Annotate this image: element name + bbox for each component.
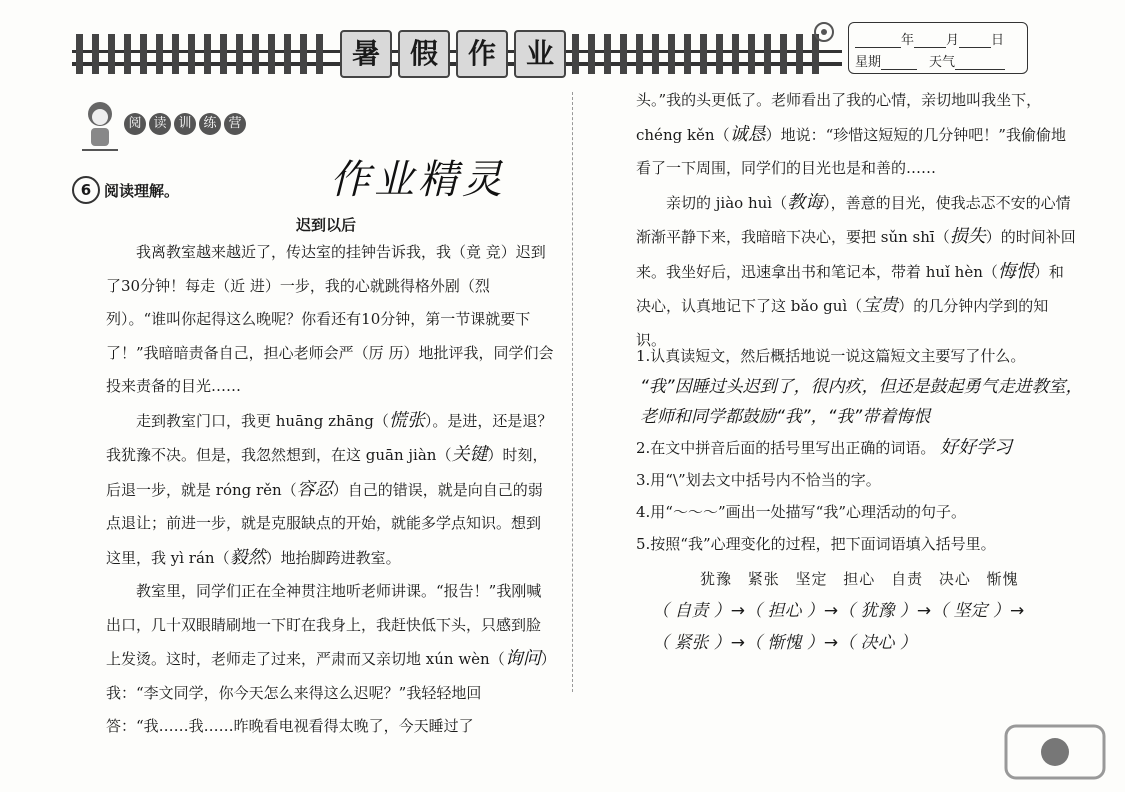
answer-guan-jian: 关键 bbox=[451, 444, 488, 465]
question-2-answer: 好好学习 bbox=[940, 437, 1013, 458]
question-number: 6 bbox=[72, 176, 100, 204]
question-list bbox=[636, 340, 1086, 560]
emotion-flow-row-2: （ 紧张 ）→（ 惭愧 ）→（ 决心 ） bbox=[652, 633, 917, 653]
story-right-column bbox=[636, 84, 1076, 357]
question-5: 5.按照“我”心理变化的过程，把下面词语填入括号里。 bbox=[636, 535, 996, 553]
answer-rong-ren: 容忍 bbox=[296, 478, 333, 500]
handwritten-title: 作业精灵 bbox=[330, 157, 506, 203]
word-bank: 犹豫 紧张 坚定 担心 自责 决心 惭愧 bbox=[700, 570, 1019, 588]
question-3: 3.用“\”划去文中括号内不恰当的字。 bbox=[636, 471, 881, 489]
emotion-flow-row-1: （ 自责 ）→（ 担心 ）→（ 犹豫 ）→（ 坚定 ）→ bbox=[652, 601, 1025, 621]
child-mascot-icon bbox=[78, 98, 122, 154]
reading-training-label bbox=[124, 113, 246, 135]
story-paragraph: 教室里，同学们正在全神贯注地听老师讲课。“报告！”我刚喊出口，几十双眼睛刷地一下盯在我身上，我赶快低下头，只感到脸上发烫。这时，老师走了过来，严肃而又亲切地 xún wèn（询问）我：“李文同学，你今天怎么来得这么迟呢？”我轻轻地回答：“我……我……昨晚看电视看得太晚了，今天睡过了 bbox=[106, 582, 549, 735]
year-label: 年 bbox=[901, 33, 915, 48]
story-left-column bbox=[106, 236, 554, 744]
column-divider bbox=[572, 92, 573, 692]
answer-huang-zhang: 慌张 bbox=[388, 409, 425, 431]
label-char: 营 bbox=[224, 113, 246, 135]
banner-char: 业 bbox=[514, 30, 566, 78]
answer-jiao-hui: 教诲 bbox=[787, 191, 824, 213]
story-paragraph: 我离教室越来越近了，传达室的挂钟告诉我，我（竟 竞）迟到了30分钟！每走（近 进）一步，我的心就跳得格外剧（烈 列）。“谁叫你起得这么晚呢？你看还有10分钟，第一节课就要下了！”我暗暗责备自己，担心老师会严（厉 历）地批评我，同学们会投来责备的目光…… bbox=[106, 243, 554, 395]
label-char: 读 bbox=[149, 113, 171, 135]
date-box bbox=[848, 22, 1028, 74]
label-char: 训 bbox=[174, 113, 196, 135]
question-2: 2.在文中拼音后面的括号里写出正确的词语。 好好学习 bbox=[636, 437, 1013, 458]
answer-bao-gui: 宝贵 bbox=[862, 295, 899, 316]
month-label: 月 bbox=[946, 33, 960, 48]
weekday-label: 星期 bbox=[855, 55, 882, 70]
banner-char: 作 bbox=[456, 30, 508, 78]
banner-char: 暑 bbox=[340, 30, 392, 78]
answer-yi-ran: 毅然 bbox=[229, 546, 266, 568]
banner-char: 假 bbox=[398, 30, 450, 78]
question-1: 1.认真读短文，然后概括地说一说这篇短文主要写了什么。 bbox=[636, 347, 1026, 365]
story-title: 迟到以后 bbox=[296, 216, 357, 234]
corner-logo-icon bbox=[1000, 720, 1110, 784]
answer-sun-shi: 损失 bbox=[949, 226, 986, 247]
story-paragraph: 头。”我的头更低了。老师看出了我的心情，亲切地叫我坐下，chéng kěn（诚恳）地说：“珍惜这短短的几分钟吧！”我偷偷地看了一下周围，同学们的目光也是和善的…… bbox=[636, 91, 1066, 177]
day-label: 日 bbox=[991, 33, 1005, 48]
answer-cheng-ken: 诚恳 bbox=[729, 123, 766, 145]
label-char: 练 bbox=[199, 113, 221, 135]
question-1-answer: “我”因睡过头迟到了，很内疚，但还是鼓起勇气走进教室，老师和同学都鼓励“我”，“我”带着悔恨 bbox=[640, 377, 1083, 427]
weather-label: 天气 bbox=[929, 55, 956, 70]
answer-xun-wen: 询问 bbox=[504, 648, 541, 669]
story-paragraph: 亲切的 jiào huì（教诲），善意的目光，使我忐忑不安的心情渐渐平静下来，我暗暗下决心，要把 sǔn shī（损失）的时间补回来。我坐好后，迅速拿出书和笔记本，带着 huǐ hèn（悔恨）和决心，认真地记下了这 bǎo guì（宝贵）的几分钟内学到的知识。 bbox=[636, 191, 1076, 349]
story-paragraph: 走到教室门口，我更 huāng zhāng（慌张）。是进，还是退？我犹豫不决。但是，我忽然想到，在这 guān jiàn（关键）时刻，后退一步，就是 róng rěn（容忍）自己的错误，就是向自己的弱点退让；前进一步，就是克服缺点的开始，就能多学点知识。想到这里，我 yì rán（毅然）地抬脚跨进教室。 bbox=[106, 409, 553, 568]
question-4: 4.用“～～～”画出一处描写“我”心理活动的句子。 bbox=[636, 503, 966, 521]
label-char: 阅 bbox=[124, 113, 146, 135]
summer-homework-banner bbox=[340, 30, 566, 78]
question-label: 阅读理解。 bbox=[104, 182, 180, 200]
answer-hui-hen: 悔恨 bbox=[997, 260, 1034, 282]
